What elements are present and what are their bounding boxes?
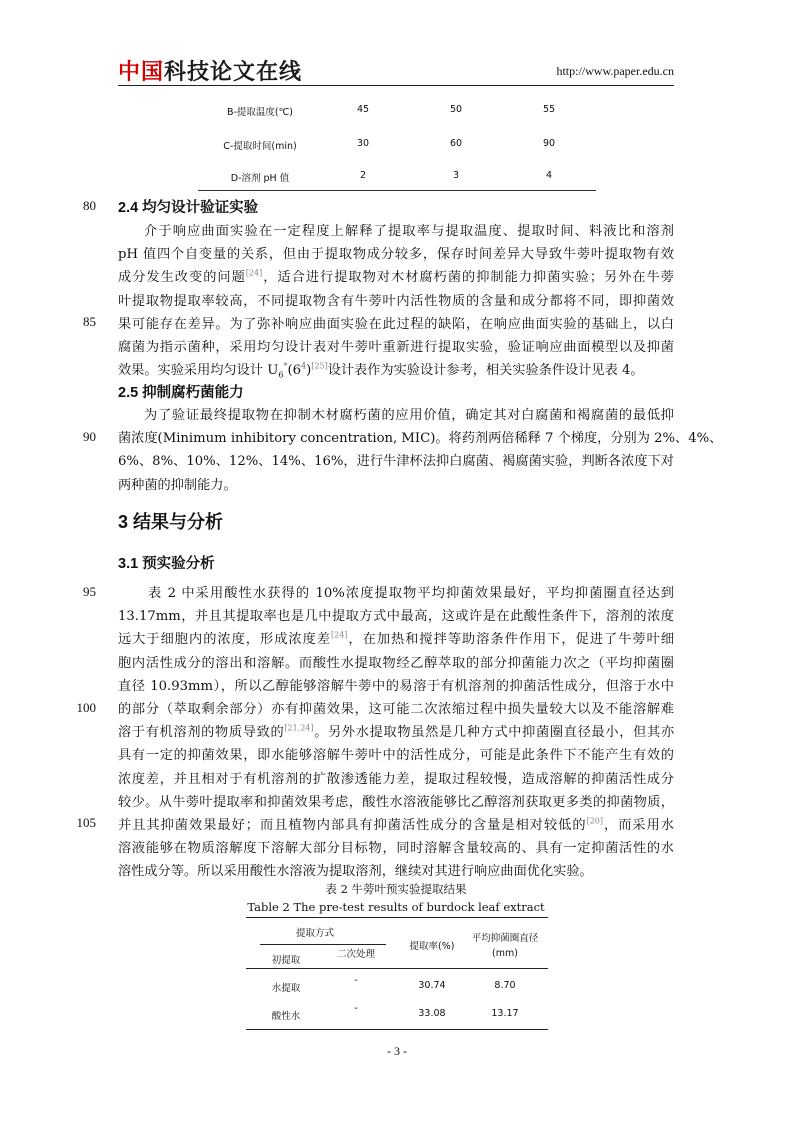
table2-group-rule [260,944,386,945]
site-logo [118,55,302,86]
table2-col-diam: 平均抑菌圈直径 [471,933,539,944]
text-line: pH 值四个自变量的关系，但由于提取物成分较多，保存时间差异大导致牛蒡叶提取物有效 [118,247,674,263]
citation[interactable]: [25] [311,361,328,371]
text-line: 直径 10.93mm），所以乙醇能够溶解牛蒡中的易溶于有机溶剂的抑菌活性成分，但溶于水中 [118,678,674,694]
table1-cell: 2 [359,170,367,181]
text-line: 的部分（萃取剩余部分）亦有抑菌效果，这可能二次浓缩过程中损失量较大以及不能溶解难 [118,702,674,718]
text-line: 溶液能够在物质溶解度下溶解大部分目标物，同时溶解含量较高的、具有一定抑菌活性的水 [118,841,674,857]
text-line: 为了验证最终提取物在抑制木材腐朽菌的应用价值，确定其对白腐菌和褐腐菌的最低抑 [144,408,674,423]
text-line [118,721,674,744]
text-line: 溶性成分等。所以采用酸性水溶液为提取溶剂，继续对其进行响应曲面优化实验。 [118,864,593,880]
text-line [118,628,674,651]
paragraph-2-4 [118,220,674,387]
citation[interactable]: [24] [245,269,263,279]
table1-cell: 45 [356,104,370,115]
section-heading-3-1: 3.1 预实验分析 [118,556,215,572]
logo-dark-part: 科技论文在线 [164,60,303,85]
text-line: 介于响应曲面实验在一定程度上解释了提取率与提取温度、提取时间、料液比和溶剂 [144,224,674,239]
table1-row-label: D-溶剂 pH 值 [230,173,290,184]
table2-cell: 水提取 [271,983,301,994]
line-number: 85 [83,314,96,329]
table2-cell: 33.08 [418,1008,446,1019]
table1-row-label: B-提取温度(℃) [226,107,294,118]
logo-red-part: 中国 [118,60,165,85]
line-number: 80 [83,198,96,213]
header-url[interactable]: http://www.paper.edu.cn [556,64,674,78]
text-fragment: 效果。实验采用均匀设计 U [118,363,279,379]
table1-cell: 30 [356,138,370,149]
line-number: 100 [76,700,96,715]
text-fragment: ) [306,363,312,379]
table2-header-rule [246,968,548,969]
paragraph-2-5 [118,404,723,497]
text-fragment: 溶于有机溶剂的物质导致的 [118,725,285,741]
table2-cell: 8.70 [494,980,516,991]
text-line: 较少。从牛蒡叶提取率和抑菌效果考虑，酸性水溶液能够比乙醇溶剂获取更多类的抑菌物质， [118,794,674,810]
text-line [118,266,674,289]
table2-cell: 13.17 [491,1008,519,1019]
line-number: 95 [83,584,96,599]
text-fragment: 并且其抑菌效果最好；而且植物内部具有抑菌活性成分的含量是相对较低的 [118,818,587,834]
section-heading-2-5: 2.5 抑制腐朽菌能力 [118,385,244,401]
table2-cell: - [354,975,358,986]
table2-col-first: 初提取 [271,955,301,966]
table2-caption-en: Table 2 The pre-test results of burdock leaf extract [247,900,545,914]
table2-top-rule [246,917,548,918]
table2-caption-cn: 表 2 牛蒡叶预实验提取结果 [325,882,467,896]
citation[interactable]: [24] [331,631,348,641]
table2-cell: 30.74 [418,980,446,991]
text-fragment: 远大于细胞内的浓度，形成浓度差 [118,632,331,648]
text-line: 13.17mm，并且其提取率也是几中提取方式中最高，这或许是在此酸性条件下，溶剂的浓度 [118,609,674,625]
text-fragment: 设计表作为实验设计参考，相关实验条件设计见表 4。 [327,363,644,379]
text-line: 胞内活性成分的溶出和溶解。而酸性水提取物经乙醇萃取的部分抑菌能力次之（平均抑菌圈 [118,655,674,671]
text-line: 果可能存在差异。为了弥补响应曲面实验在此过程的缺陷，在响应曲面实验的基础上，以白 [118,316,674,332]
text-line: 6%、8%、10%、12%、14%、16%，进行牛津杯法抑白腐菌、褐腐菌实验，判断各浓度下对 [118,454,674,470]
table1-cell: 90 [542,138,556,149]
citation[interactable]: [21,24] [284,723,314,733]
table1-bottom-rule [198,190,596,191]
table2-col-group: 提取方式 [295,928,334,939]
table1-cell: 50 [449,104,463,115]
section-heading-2-4: 2.4 均匀设计验证实验 [118,200,259,216]
text-fragment: (6 [287,363,302,379]
table1-cell: 4 [545,170,553,181]
table1-cell: 3 [452,170,460,181]
citation[interactable]: [20] [586,816,603,826]
text-fragment: 成分发生改变的问题 [118,270,246,286]
text-line: 菌浓度(Minimum inhibitory concentration, MIC)。将药剂两倍稀释 7 个梯度，分别为 2%、4%、 [118,431,723,447]
table2-cell: 酸性水 [271,1011,301,1022]
line-number: 90 [83,429,96,444]
table1-cell: 60 [449,138,463,149]
text-line: 表 2 中采用酸性水获得的 10%浓度提取物平均抑菌效果最好，平均抑菌圈直径达到 [148,586,674,601]
text-line: 叶提取物提取率较高，不同提取物含有牛蒡叶内活性物质的含量和成分都将不同，即抑菌效 [118,293,674,309]
superscript: * [283,361,288,371]
paragraph-3-1 [118,582,674,884]
text-line: 具有一定的抑菌效果，即水能够溶解牛蒡叶中的活性成分，可能是此条件下不能产生有效的 [118,748,674,764]
table2-col-second: 二次处理 [336,949,375,960]
text-fragment: 。另外水提取物虽然是几种方式中抑菌圈直径最小，但其亦 [313,725,675,741]
page-number: - 3 - [387,1044,407,1058]
text-fragment: ，在加热和搅拌等助溶条件作用下，促进了牛蒡叶细 [347,632,675,648]
header-rule [118,85,674,86]
section-heading-3: 3 结果与分析 [118,512,224,532]
text-fragment: ，而采用水 [603,818,674,834]
text-line: 两种菌的抑制能力。 [118,477,237,493]
text-line: 腐菌为指示菌种，采用均匀设计表对牛蒡叶重新进行提取实验，验证响应曲面模型以及抑菌 [118,340,674,356]
text-line: 浓度差，并且相对于有机溶剂的扩散渗透能力差，提取过程较慢，造成溶解的抑菌活性成分 [118,771,674,787]
table2-bottom-rule [246,1029,548,1030]
superscript: 4 [301,361,307,371]
subscript: 6 [278,370,284,380]
text-line [118,814,674,837]
text-fragment: ，适合进行提取物对木材腐朽菌的抑制能力抑菌实验；另外在牛蒡 [262,270,674,286]
table1-row-label: C-提取时间(min) [223,141,297,152]
table2-col-diam-unit: (mm) [492,948,518,959]
line-number: 105 [76,815,96,830]
table1-cell: 55 [542,104,556,115]
table2-col-rate: 提取率(%) [409,941,455,952]
table2-cell: - [354,1003,358,1014]
